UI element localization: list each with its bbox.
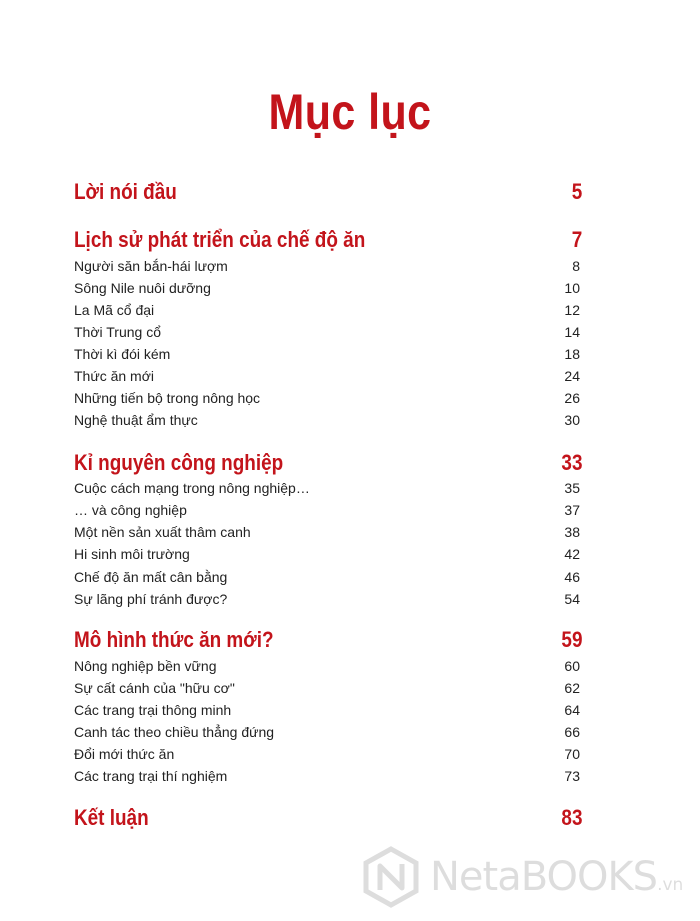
toc-item-label: Người săn bắn-hái lượm [74,258,228,274]
toc-item-page: 60 [564,658,580,674]
toc-item-page: 18 [564,346,580,362]
toc-item-page: 64 [564,702,580,718]
toc-item-page: 38 [564,524,580,540]
toc-item-page: 14 [564,324,580,340]
toc-item-label: Chế độ ăn mất cân bằng [74,569,228,585]
toc-item[interactable] [74,678,582,698]
section-page-number: 5 [571,179,582,204]
toc-item-page: 8 [572,258,580,274]
page-title: Mục lục [268,84,432,140]
section-title: Kỉ nguyên công nghiệp [74,450,284,475]
toc-item[interactable] [74,722,582,742]
toc-item-label: Đổi mới thức ăn [74,746,175,762]
toc-item[interactable] [74,344,582,364]
toc-section-new-food-model[interactable] [74,626,582,654]
toc-item-page: 73 [564,768,580,784]
toc-item-page: 66 [564,724,580,740]
toc-item-page: 12 [564,302,580,318]
section-page-number: 33 [560,450,582,475]
toc-item[interactable] [74,766,582,786]
toc-item-page: 24 [564,368,580,384]
toc-item-label: Sông Nile nuôi dưỡng [74,280,211,296]
toc-item-page: 46 [564,569,580,585]
section-page-number: 83 [560,805,582,830]
watermark-text: NetaBOOKS.vn [430,854,684,900]
toc-item-label: … và công nghiệp [74,502,187,518]
toc-item-page: 70 [564,746,580,762]
watermark [362,846,697,908]
toc-item[interactable] [74,522,582,542]
section-page-number: 59 [560,627,582,652]
toc-item-label: Các trang trại thí nghiệm [74,768,228,784]
toc-item[interactable] [74,500,582,520]
toc-item-label: Nông nghiệp bền vững [74,658,217,674]
toc-item[interactable] [74,300,582,320]
toc-item-page: 62 [564,680,580,696]
toc-item-label: Canh tác theo chiều thẳng đứng [74,724,275,740]
toc-item-label: Cuộc cách mạng trong nông nghiệp… [74,480,310,496]
toc-section-foreword[interactable] [74,178,582,206]
toc-item[interactable] [74,410,582,430]
brand-logo-icon [362,846,420,908]
toc-item[interactable] [74,322,582,342]
section-title: Mô hình thức ăn mới? [74,627,274,652]
toc-section-conclusion[interactable] [74,804,582,832]
toc-item-label: Sự cất cánh của "hữu cơ" [74,680,235,696]
toc-item-label: Một nền sản xuất thâm canh [74,524,251,540]
toc-item[interactable] [74,656,582,676]
toc-item[interactable] [74,700,582,720]
toc-item-label: Nghệ thuật ẩm thực [74,412,198,428]
toc-item[interactable] [74,478,582,498]
toc-item[interactable] [74,278,582,298]
toc-item[interactable] [74,589,582,609]
toc-item-label: Hi sinh môi trường [74,546,190,562]
toc-section-history[interactable] [74,226,582,254]
toc-item-label: Các trang trại thông minh [74,702,232,718]
toc-item-label: La Mã cổ đại [74,302,155,318]
toc-item[interactable] [74,544,582,564]
toc-item-page: 26 [564,390,580,406]
toc-item[interactable] [74,256,582,276]
toc-item[interactable] [74,744,582,764]
toc-item-label: Thức ăn mới [74,368,155,384]
toc-item-label: Thời Trung cổ [74,324,161,340]
toc-item-page: 42 [564,546,580,562]
section-title: Lời nói đầu [74,179,177,204]
toc-item-label: Những tiến bộ trong nông học [74,390,261,406]
toc-item-label: Sự lãng phí tránh được? [74,591,228,607]
toc-item-page: 35 [564,480,580,496]
section-page-number: 7 [571,227,582,252]
toc-item[interactable] [74,567,582,587]
section-title: Kết luận [74,805,149,830]
toc-item-page: 30 [564,412,580,428]
toc-item-page: 54 [564,591,580,607]
toc-item[interactable] [74,366,582,386]
toc-section-industrial-era[interactable] [74,449,582,477]
section-title: Lịch sử phát triển của chế độ ăn [74,227,366,252]
toc-item-label: Thời kì đói kém [74,346,171,362]
toc-item[interactable] [74,388,582,408]
toc-item-page: 10 [564,280,580,296]
toc-item-page: 37 [564,502,580,518]
